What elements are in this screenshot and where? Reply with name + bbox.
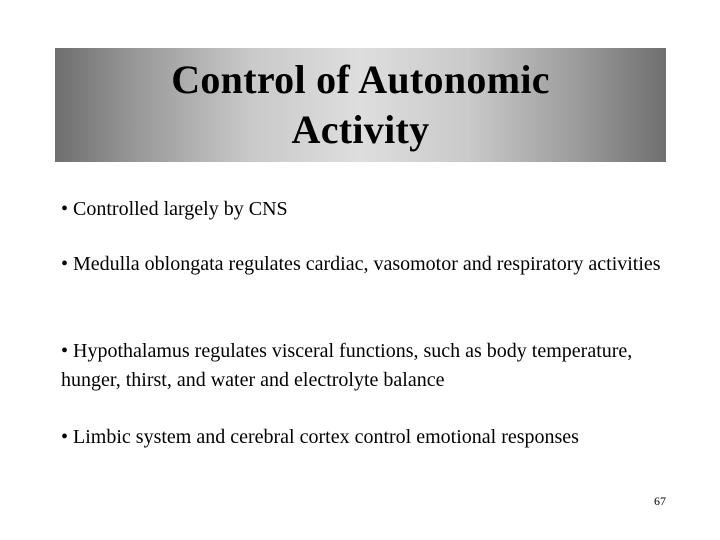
bullet-dot: • — [61, 253, 69, 275]
bullet-item — [61, 250, 671, 279]
bullet-text: Controlled largely by CNS — [73, 198, 288, 220]
bullet-item — [61, 337, 671, 395]
bullet-item — [61, 423, 671, 452]
slide-title: Control of Autonomic Activity — [171, 57, 550, 152]
bullet-text: Hypothalamus regulates visceral functions, such as body temperature, hunger, thirst, and water and electrolyte balance — [61, 340, 633, 391]
bullet-dot: • — [61, 340, 69, 362]
bullet-item — [61, 195, 671, 224]
title-banner — [55, 48, 666, 162]
bullet-text: Limbic system and cerebral cortex control emotional responses — [73, 426, 579, 448]
bullet-text: Medulla oblongata regulates cardiac, vasomotor and respiratory activities — [73, 253, 661, 275]
page-number: 67 — [654, 494, 666, 508]
bullet-dot: • — [61, 426, 69, 448]
bullet-dot: • — [61, 198, 69, 220]
